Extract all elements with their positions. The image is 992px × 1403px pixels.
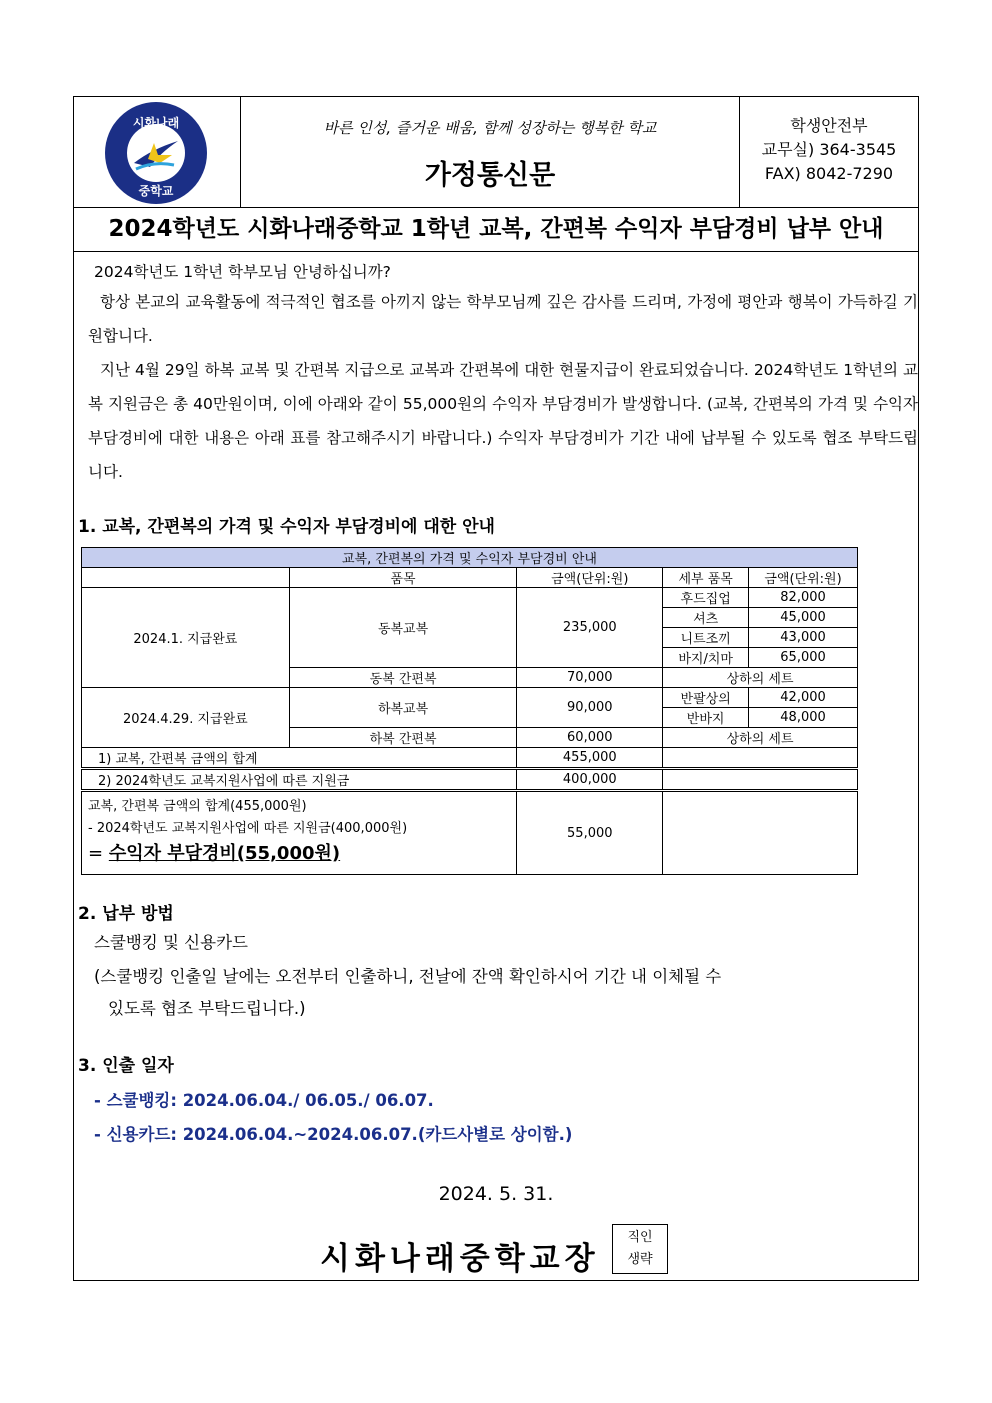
- payment-note: (스쿨뱅킹 인출일 날에는 오전부터 인출하니, 전날에 잔액 확인하시어 기간 내 이체될 수: [94, 967, 722, 986]
- winter-casual-detail: 상하의 세트: [663, 668, 858, 688]
- detail-amount: 48,000: [749, 708, 858, 728]
- intro-paragraph-1: 항상 본교의 교육활동에 적극적인 협조를 아끼지 않는 학부모님께 깊은 감사를 드리며, 가정에 평안과 행복이 가득하길 기원합니다.: [88, 293, 918, 345]
- table-row: [82, 588, 858, 608]
- col-amount: 금액(단위:원): [517, 568, 663, 588]
- table-row: [82, 748, 858, 769]
- creditcard-dates: - 신용카드: 2024.06.04.~2024.06.07.(카드사별로 상이함.): [94, 1125, 573, 1144]
- detail-amount: 42,000: [749, 688, 858, 708]
- table-row: [82, 791, 858, 875]
- detail-name: 반바지: [663, 708, 749, 728]
- cost-table: [81, 547, 858, 875]
- group1-label: 2024.1. 지급완료: [82, 588, 290, 688]
- section2-heading: 2. 납부 방법: [78, 904, 174, 924]
- contact-cell: [740, 97, 918, 207]
- payment-note-2: 있도록 협조 부탁드립니다.): [108, 999, 306, 1018]
- winter-uniform: 동복교복: [289, 588, 517, 668]
- winter-casual: 동복 간편복: [289, 668, 517, 688]
- table-header-row: [82, 568, 858, 588]
- winter-casual-amount: 70,000: [517, 668, 663, 688]
- summer-uniform: 하복교복: [289, 688, 517, 728]
- calc-line-2: - 2024학년도 교복지원사업에 따른 지원금(400,000원): [88, 821, 408, 836]
- schoolbanking-dates: - 스쿨뱅킹: 2024.06.04./ 06.05./ 06.07.: [94, 1091, 434, 1110]
- department: 학생안전부: [790, 116, 868, 135]
- logo-text-top: 시화나래: [132, 116, 180, 130]
- principal-name: 시화나래중학교장: [320, 1241, 600, 1277]
- newsletter-title: 가정통신문: [424, 160, 556, 191]
- calc-cell: [82, 791, 517, 875]
- total-label: 1) 교복, 간편복 금액의 합계: [82, 748, 517, 769]
- office-phone: 교무실) 364-3545: [761, 140, 897, 159]
- support-amount: 400,000: [517, 769, 663, 791]
- fax-number: FAX) 8042-7290: [764, 164, 894, 183]
- summer-casual: 하복 간편복: [289, 728, 517, 748]
- seal-line-1: 직인: [627, 1230, 653, 1245]
- detail-name: 반팔상의: [663, 688, 749, 708]
- document-frame: [73, 96, 919, 1281]
- detail-amount: 82,000: [749, 588, 858, 608]
- header: [74, 97, 918, 208]
- group2-label: 2024.4.29. 지급완료: [82, 688, 290, 748]
- col-detail: 세부 품목: [663, 568, 749, 588]
- seal-line-2: 생략: [627, 1252, 653, 1267]
- detail-name: 셔츠: [663, 608, 749, 628]
- summer-casual-amount: 60,000: [517, 728, 663, 748]
- intro-paragraph-2: 지난 4월 29일 하복 교복 및 간편복 지급으로 교복과 간편복에 대한 현물지급이 완료되었습니다. 2024학년도 1학년의 교복 지원금은 총 40만원이며, 이에 아래와 같이 55,000원의 수익자 부담경비가 발생합니다. (교복, 간편복의 가격 및 수익자 부담경비에 대한 내용은 아래 표를 참고해주시기 바랍니다.) 수익자 부담경비가 기간 내에 납부될 수 있도록 협조 부탁드립니다.: [88, 361, 918, 481]
- section3-heading: 3. 인출 일자: [78, 1056, 174, 1076]
- summer-uniform-amount: 90,000: [517, 688, 663, 728]
- calc-amount: 55,000: [517, 791, 663, 875]
- col-item: 품목: [289, 568, 517, 588]
- summer-casual-detail: 상하의 세트: [663, 728, 858, 748]
- payment-method: 스쿨뱅킹 및 신용카드: [94, 933, 248, 952]
- winter-uniform-amount: 235,000: [517, 588, 663, 668]
- detail-amount: 45,000: [749, 608, 858, 628]
- document-title: 2024학년도 시화나래중학교 1학년 교복, 간편복 수익자 부담경비 납부 안내: [74, 207, 918, 252]
- total-amount: 455,000: [517, 748, 663, 769]
- section1-heading: 1. 교복, 간편복의 가격 및 수익자 부담경비에 대한 안내: [78, 517, 495, 537]
- table-row: [82, 769, 858, 791]
- detail-name: 니트조끼: [663, 628, 749, 648]
- school-logo-icon: [74, 97, 240, 207]
- table-row: [82, 688, 858, 708]
- support-label: 2) 2024학년도 교복지원사업에 따른 지원금: [82, 769, 517, 791]
- detail-amount: 65,000: [749, 648, 858, 668]
- col-detail-amount: 금액(단위:원): [749, 568, 858, 588]
- issue-date: 2024. 5. 31.: [438, 1183, 554, 1205]
- logo-cell: [74, 97, 241, 207]
- title-cell: [241, 97, 740, 207]
- detail-name: 바지/치마: [663, 648, 749, 668]
- table-caption: 교복, 간편복의 가격 및 수익자 부담경비 안내: [82, 548, 858, 568]
- school-motto: 바른 인성, 즐거운 배움, 함께 성장하는 행복한 학교: [323, 119, 657, 137]
- detail-amount: 43,000: [749, 628, 858, 648]
- logo-text-bottom: 중학교: [138, 184, 174, 198]
- calc-line-1: 교복, 간편복 금액의 합계(455,000원): [88, 799, 307, 814]
- seal-omitted-stamp: [612, 1224, 668, 1274]
- detail-name: 후드집업: [663, 588, 749, 608]
- calc-line-3: = 수익자 부담경비(55,000원): [88, 843, 341, 864]
- greeting: 2024학년도 1학년 학부모님 안녕하십니까?: [94, 263, 391, 281]
